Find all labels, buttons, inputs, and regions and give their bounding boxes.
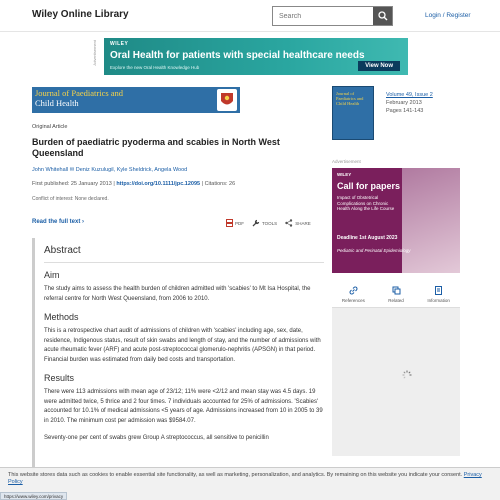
search-box [272,6,393,26]
aim-text: The study aims to assess the health burden of children admitted with 'scabies' to Mt Isa Hospital, the referral centre for North West Queensland, from 2006 to 2010. [44,286,311,302]
info-icon [434,286,443,295]
first-published: First published: 25 January 2013 [32,181,112,187]
cookie-banner [0,467,500,500]
site-logo[interactable]: Wiley Online Library [32,9,129,20]
side-ad-headline: Call for papers [337,181,401,191]
cookie-message: This website stores data such as cookies to enable essential site functionality, as well as marketing, personalization, and analytics. By remaining on this website you indicate your consent. [8,472,463,478]
side-ad-image [402,168,460,273]
top-header [0,0,500,32]
browser-status-bar: https://www.wiley.com/privacy [0,492,67,500]
results-text: There were 113 admissions with mean age of 23/12; 11% were <2/12 and mean stay was 4.5 days. 19 were admitted twice, 5 thrice and 2 four times. 7 individuals accounted for 25% of admissions. 'Scabies' accounted for 10.1% of medical admissions <5 years of age. Admissions increased from 10 in 2005 to 39 in 2010. The minimum cost per admission was $9584.07. [44,389,323,424]
ad-label: Advertisement [92,40,97,66]
article-tools [226,219,311,227]
methods-heading: Methods [44,312,79,322]
conflict-of-interest: Conflict of interest: None declared. [32,196,109,202]
issue-pages: Pages 141-143 [386,108,424,114]
tab-information[interactable] [417,282,460,307]
tab-related-label: Related [388,298,404,303]
tab-references-label: References [341,298,365,303]
loading-spinner-icon [402,370,412,382]
issue-date: February 2013 [386,100,422,106]
tab-information-label: Information [427,298,450,303]
pdf-button[interactable] [226,219,244,227]
related-icon [392,286,401,295]
issue-cover-title [336,91,373,106]
cover-title-line2: Child Health [336,101,360,106]
pdf-icon [226,219,233,227]
journal-title [35,88,123,108]
search-button[interactable] [373,7,392,25]
issue-volume-link[interactable]: Volume 49, Issue 2 [386,92,433,98]
tools-button[interactable] [252,219,277,227]
abstract-heading: Abstract [44,245,81,256]
issue-cover[interactable] [332,86,374,140]
cookie-text [8,472,492,486]
article-type: Original Article [32,124,68,130]
share-button[interactable] [285,219,311,227]
journal-title-line1: Journal of Paediatrics and [35,88,124,98]
side-advertisement[interactable] [332,168,460,273]
abstract-section [32,238,324,470]
top-advertisement[interactable] [104,38,408,75]
privacy-policy-link[interactable]: Privacy Policy [8,472,482,485]
aim-heading: Aim [44,270,60,280]
cover-title-line1: Journal of Paediatrics and [336,91,364,101]
citations-count[interactable]: Citations: 26 [204,181,236,187]
wrench-icon [252,219,260,227]
ad-headline: Oral Health for patients with special healthcare needs [110,50,365,61]
ad-subtext: Explore the new Oral Health Knowledge Hub [110,65,200,70]
article-authors[interactable]: John Whitehall ✉ Deniz Kuzulugil, Kyle Sheldrick, Angela Wood [32,167,188,173]
tools-label: TOOLS [262,220,278,226]
side-ad-brand: WILEY [337,172,352,177]
pdf-label: PDF [235,220,244,226]
ad-brand: WILEY [110,41,129,47]
share-label: SHARE [295,220,311,226]
side-ad-deadline: Deadline 1st August 2023 [337,235,398,241]
abstract-divider [44,262,324,263]
side-ad-topic: Impact of Obstetrical Complications on Chronic Health Along the Life Course [337,195,395,211]
search-input[interactable] [273,7,373,25]
side-panel-content [332,308,460,456]
society-crest-icon [217,89,237,111]
tab-related[interactable] [375,282,418,307]
side-ad-label: Advertisement [332,159,361,164]
journal-title-line2: Child Health [35,98,79,108]
results-text-continued: Seventy-one per cent of swabs grew Group A streptococcus, all sensitive to penicillin [44,435,269,441]
article-title: Burden of paediatric pyoderma and scabies in North West Queensland [32,137,280,158]
results-heading: Results [44,373,75,383]
side-ad-journal: Pediatric and Perinatal Epidemiology [337,248,411,253]
issue-info [386,91,433,115]
side-tabs [332,282,460,308]
tab-references[interactable] [332,282,375,307]
login-register-link[interactable]: Login / Register [425,12,471,19]
search-icon [378,11,388,21]
ad-view-now-button[interactable]: View Now [358,61,400,71]
read-full-text-link[interactable]: Read the full text › [32,219,85,225]
doi-link[interactable]: https://doi.org/10.1111/jpc.12095 [116,181,201,187]
link-icon [349,286,358,295]
journal-banner[interactable] [32,87,240,113]
methods-text: This is a retrospective chart audit of admissions of children with 'scabies' including age, sex, date, residence, Indigenous status, result of skin swabs and length of stay, and the number of admissions with acute rheumatic fever (ARF) and acute post-streptococcal glomerulo-nephritis (APSGN) in that period. Financial burden was estimated from daily bed costs and transportation. [44,328,321,363]
article-meta: First published: 25 January 2013 | https://doi.org/10.1111/jpc.12095 | Citations: 26 [32,181,236,187]
share-icon [285,219,293,227]
